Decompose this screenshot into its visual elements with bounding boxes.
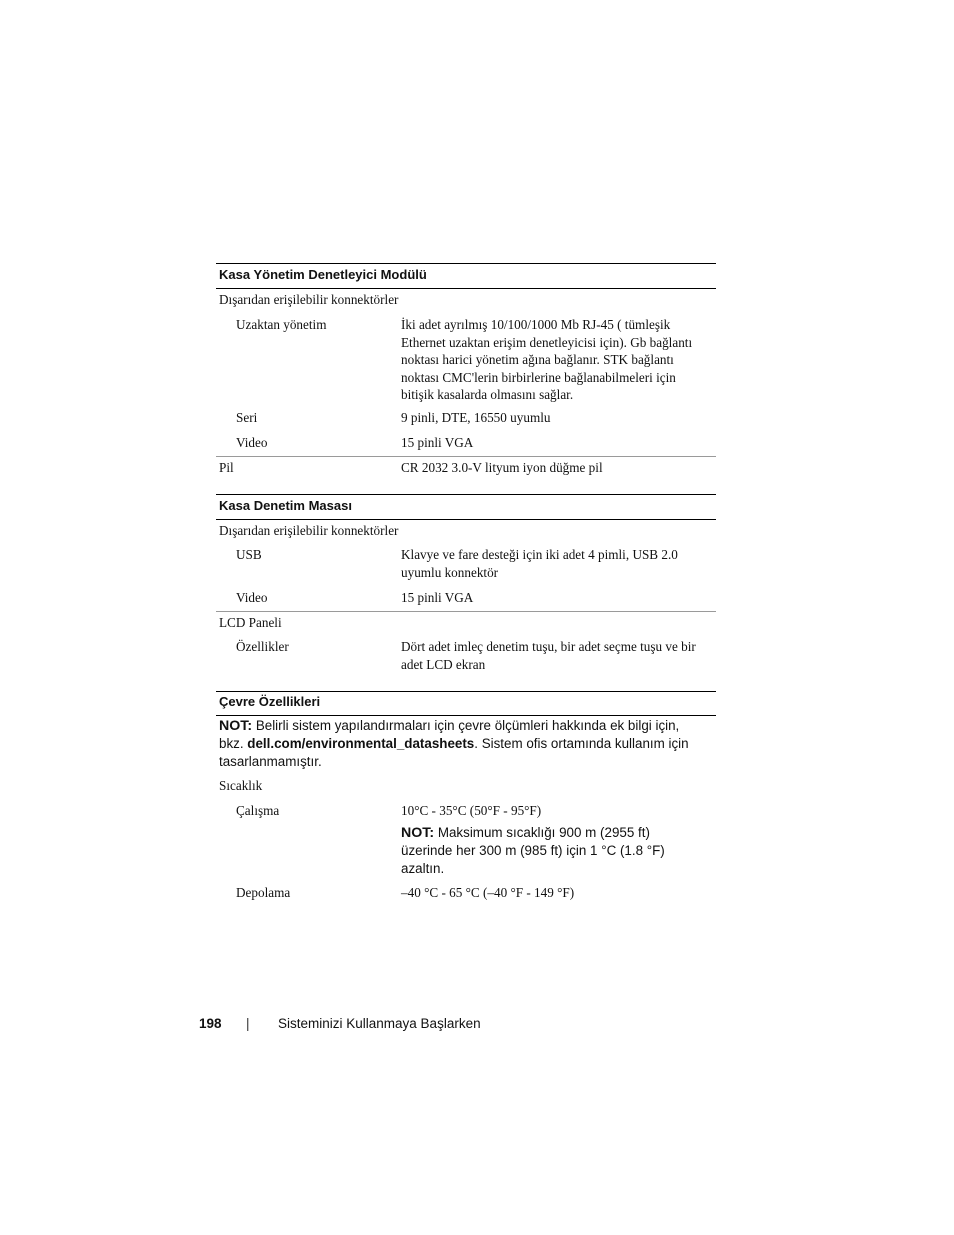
- environment-note: [219, 717, 719, 770]
- operating-note-label: NOT:: [401, 825, 435, 841]
- video-label: Video: [236, 435, 268, 450]
- note-label: NOT:: [219, 718, 253, 734]
- battery-label: Pil: [219, 460, 234, 475]
- remote-line: bitişik kasalarda olmasını sağlar.: [401, 387, 574, 402]
- remote-management-value: [401, 316, 716, 404]
- section1-header-rule: [216, 288, 716, 289]
- features-value: [401, 638, 716, 673]
- section2-title: Kasa Denetim Masası: [219, 498, 352, 513]
- section1-title: Kasa Yönetim Denetleyici Modülü: [219, 267, 427, 282]
- section2-header-rule: [216, 519, 716, 520]
- note-text: tasarlanmamıştır.: [219, 753, 322, 769]
- battery-value: CR 2032 3.0-V lityum iyon düğme pil: [401, 460, 603, 475]
- operating-note-line: üzerinde her 300 m (985 ft) için 1 °C (1.8 °F): [401, 843, 665, 859]
- footer-separator: |: [246, 1016, 250, 1031]
- storage-value: –40 °C - 65 °C (–40 °F - 149 °F): [401, 885, 575, 900]
- operating-value: 10°C - 35°C (50°F - 95°F): [401, 803, 542, 818]
- operating-note-line: azaltın.: [401, 860, 445, 876]
- video2-value: 15 pinli VGA: [401, 590, 474, 605]
- section1-top-rule: [216, 263, 716, 264]
- remote-line: İki adet ayrılmış 10/100/1000 Mb RJ-45 ( tümleşik: [401, 317, 671, 332]
- video-value: 15 pinli VGA: [401, 435, 474, 450]
- note-text: bkz.: [219, 736, 248, 752]
- temperature-label: Sıcaklık: [219, 778, 263, 793]
- usb-line: uyumlu konnektör: [401, 564, 499, 580]
- operating-note-line: Maksimum sıcaklığı 900 m (2955 ft): [434, 825, 650, 840]
- section2-connectors-label: Dışarıdan erişilebilir konnektörler: [219, 523, 399, 538]
- operating-note: [401, 824, 716, 877]
- remote-line: Ethernet uzaktan erişim denetleyicisi için). Gb bağlantı: [401, 334, 693, 350]
- chapter-title: Sisteminizi Kullanmaya Başlarken: [278, 1016, 481, 1031]
- serial-label: Seri: [236, 410, 258, 425]
- section1-row-divider: [216, 456, 716, 457]
- page-number: 198: [199, 1016, 222, 1031]
- usb-value: [401, 546, 716, 581]
- section1-connectors-label: Dışarıdan erişilebilir konnektörler: [219, 292, 399, 307]
- serial-value: 9 pinli, DTE, 16550 uyumlu: [401, 410, 551, 425]
- note-text: Belirli sistem yapılandırmaları için çevre ölçümleri hakkında ek bilgi için,: [252, 718, 680, 733]
- lcd-panel-label: LCD Paneli: [219, 615, 282, 630]
- remote-management-label: Uzaktan yönetim: [236, 317, 327, 332]
- storage-label: Depolama: [236, 885, 291, 900]
- remote-line: noktası CMC'lerin birbirlerine bağlanabilmeleri için: [401, 369, 676, 385]
- video2-label: Video: [236, 590, 268, 605]
- remote-line: noktası harici yönetim ağına bağlanır. STK bağlantı: [401, 352, 674, 367]
- operating-label: Çalışma: [236, 803, 280, 818]
- usb-label: USB: [236, 547, 262, 562]
- section3-top-rule: [216, 691, 716, 692]
- features-line: adet LCD ekran: [401, 656, 486, 672]
- section2-row-divider: [216, 611, 716, 612]
- features-line: Dört adet imleç denetim tuşu, bir adet seçme tuşu ve bir: [401, 639, 696, 654]
- datasheets-link[interactable]: dell.com/environmental_datasheets: [247, 736, 475, 752]
- section2-top-rule: [216, 494, 716, 495]
- usb-line: Klavye ve fare desteği için iki adet 4 pimli, USB 2.0: [401, 547, 678, 562]
- features-label: Özellikler: [236, 639, 289, 654]
- section3-header-rule: [216, 715, 716, 716]
- note-text: . Sistem ofis ortamında kullanım için: [474, 736, 689, 752]
- section3-title: Çevre Özellikleri: [219, 694, 321, 709]
